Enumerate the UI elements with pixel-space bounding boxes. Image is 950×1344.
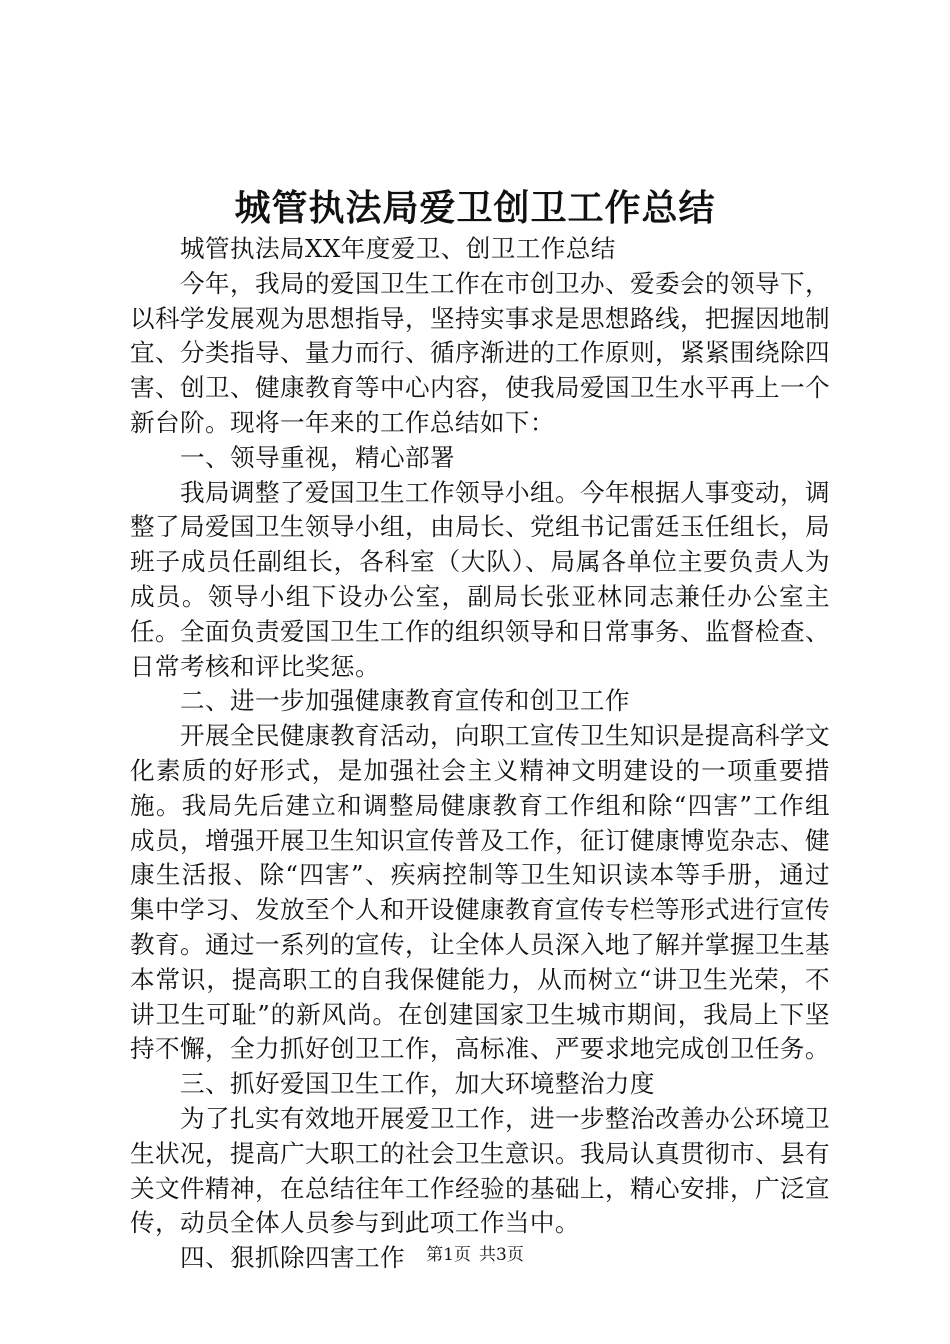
document-body: [130, 232, 830, 1276]
section-paragraph-1: 我局调整了爱国卫生工作领导小组。今年根据人事变动，调整了局爱国卫生领导小组，由局长、党组书记雷廷玉任组长，局班子成员任副组长，各科室（大队）、局属各单位主要负责人为成员。领导小组下设办公室，副局长张亚林同志兼任办公室主任。全面负责爱国卫生工作的组织领导和日常事务、监督检查、日常考核和评比奖惩。: [130, 477, 830, 681]
page-total: 共3页: [479, 1245, 524, 1265]
section-paragraph-3: 为了扎实有效地开展爱卫工作，进一步整治改善办公环境卫生状况，提高广大职工的社会卫生意识。我局认真贯彻市、县有关文件精神，在总结往年工作经验的基础上，精心安排，广泛宣传，动员全体人员参与到此项工作当中。: [130, 1103, 830, 1238]
section-heading-3: 三、抓好爱国卫生工作，加大环境整治力度: [180, 1069, 655, 1099]
document-subtitle: 城管执法局XX年度爱卫、创卫工作总结: [180, 234, 616, 263]
section-heading-1: 一、领导重视，精心部署: [180, 442, 455, 472]
page-number: 第1页: [426, 1245, 471, 1265]
page-footer: [0, 1244, 950, 1266]
section-heading-2: 二、进一步加强健康教育宣传和创卫工作: [180, 686, 630, 716]
section-paragraph-2: 开展全民健康教育活动，向职工宣传卫生知识是提高科学文化素质的好形式，是加强社会主义精神文明建设的一项重要措施。我局先后建立和调整局健康教育工作组和除“四害”工作组成员，增强开展卫生知识宣传普及工作，征订健康博览杂志、健康生活报、除“四害”、疾病控制等卫生知识读本等手册，通过集中学习、发放至个人和开设健康教育宣传专栏等形式进行宣传教育。通过一系列的宣传，让全体人员深入地了解并掌握卫生基本常识，提高职工的自我保健能力，从而树立“讲卫生光荣，不讲卫生可耻”的新风尚。在创建国家卫生城市期间，我局上下坚持不懈，全力抓好创卫工作，高标准、严要求地完成创卫任务。: [130, 721, 830, 1064]
document-title: 城管执法局爱卫创卫工作总结: [234, 187, 716, 229]
section-heading-4: 四、狠抓除四害工作: [180, 1243, 405, 1273]
intro-paragraph: 今年，我局的爱国卫生工作在市创卫办、爱委会的领导下，以科学发展观为思想指导，坚持实事求是思想路线，把握因地制宜、分类指导、量力而行、循序渐进的工作原则，紧紧围绕除四害、创卫、健康教育等中心内容，使我局爱国卫生水平再上一个新台阶。现将一年来的工作总结如下：: [130, 268, 830, 437]
